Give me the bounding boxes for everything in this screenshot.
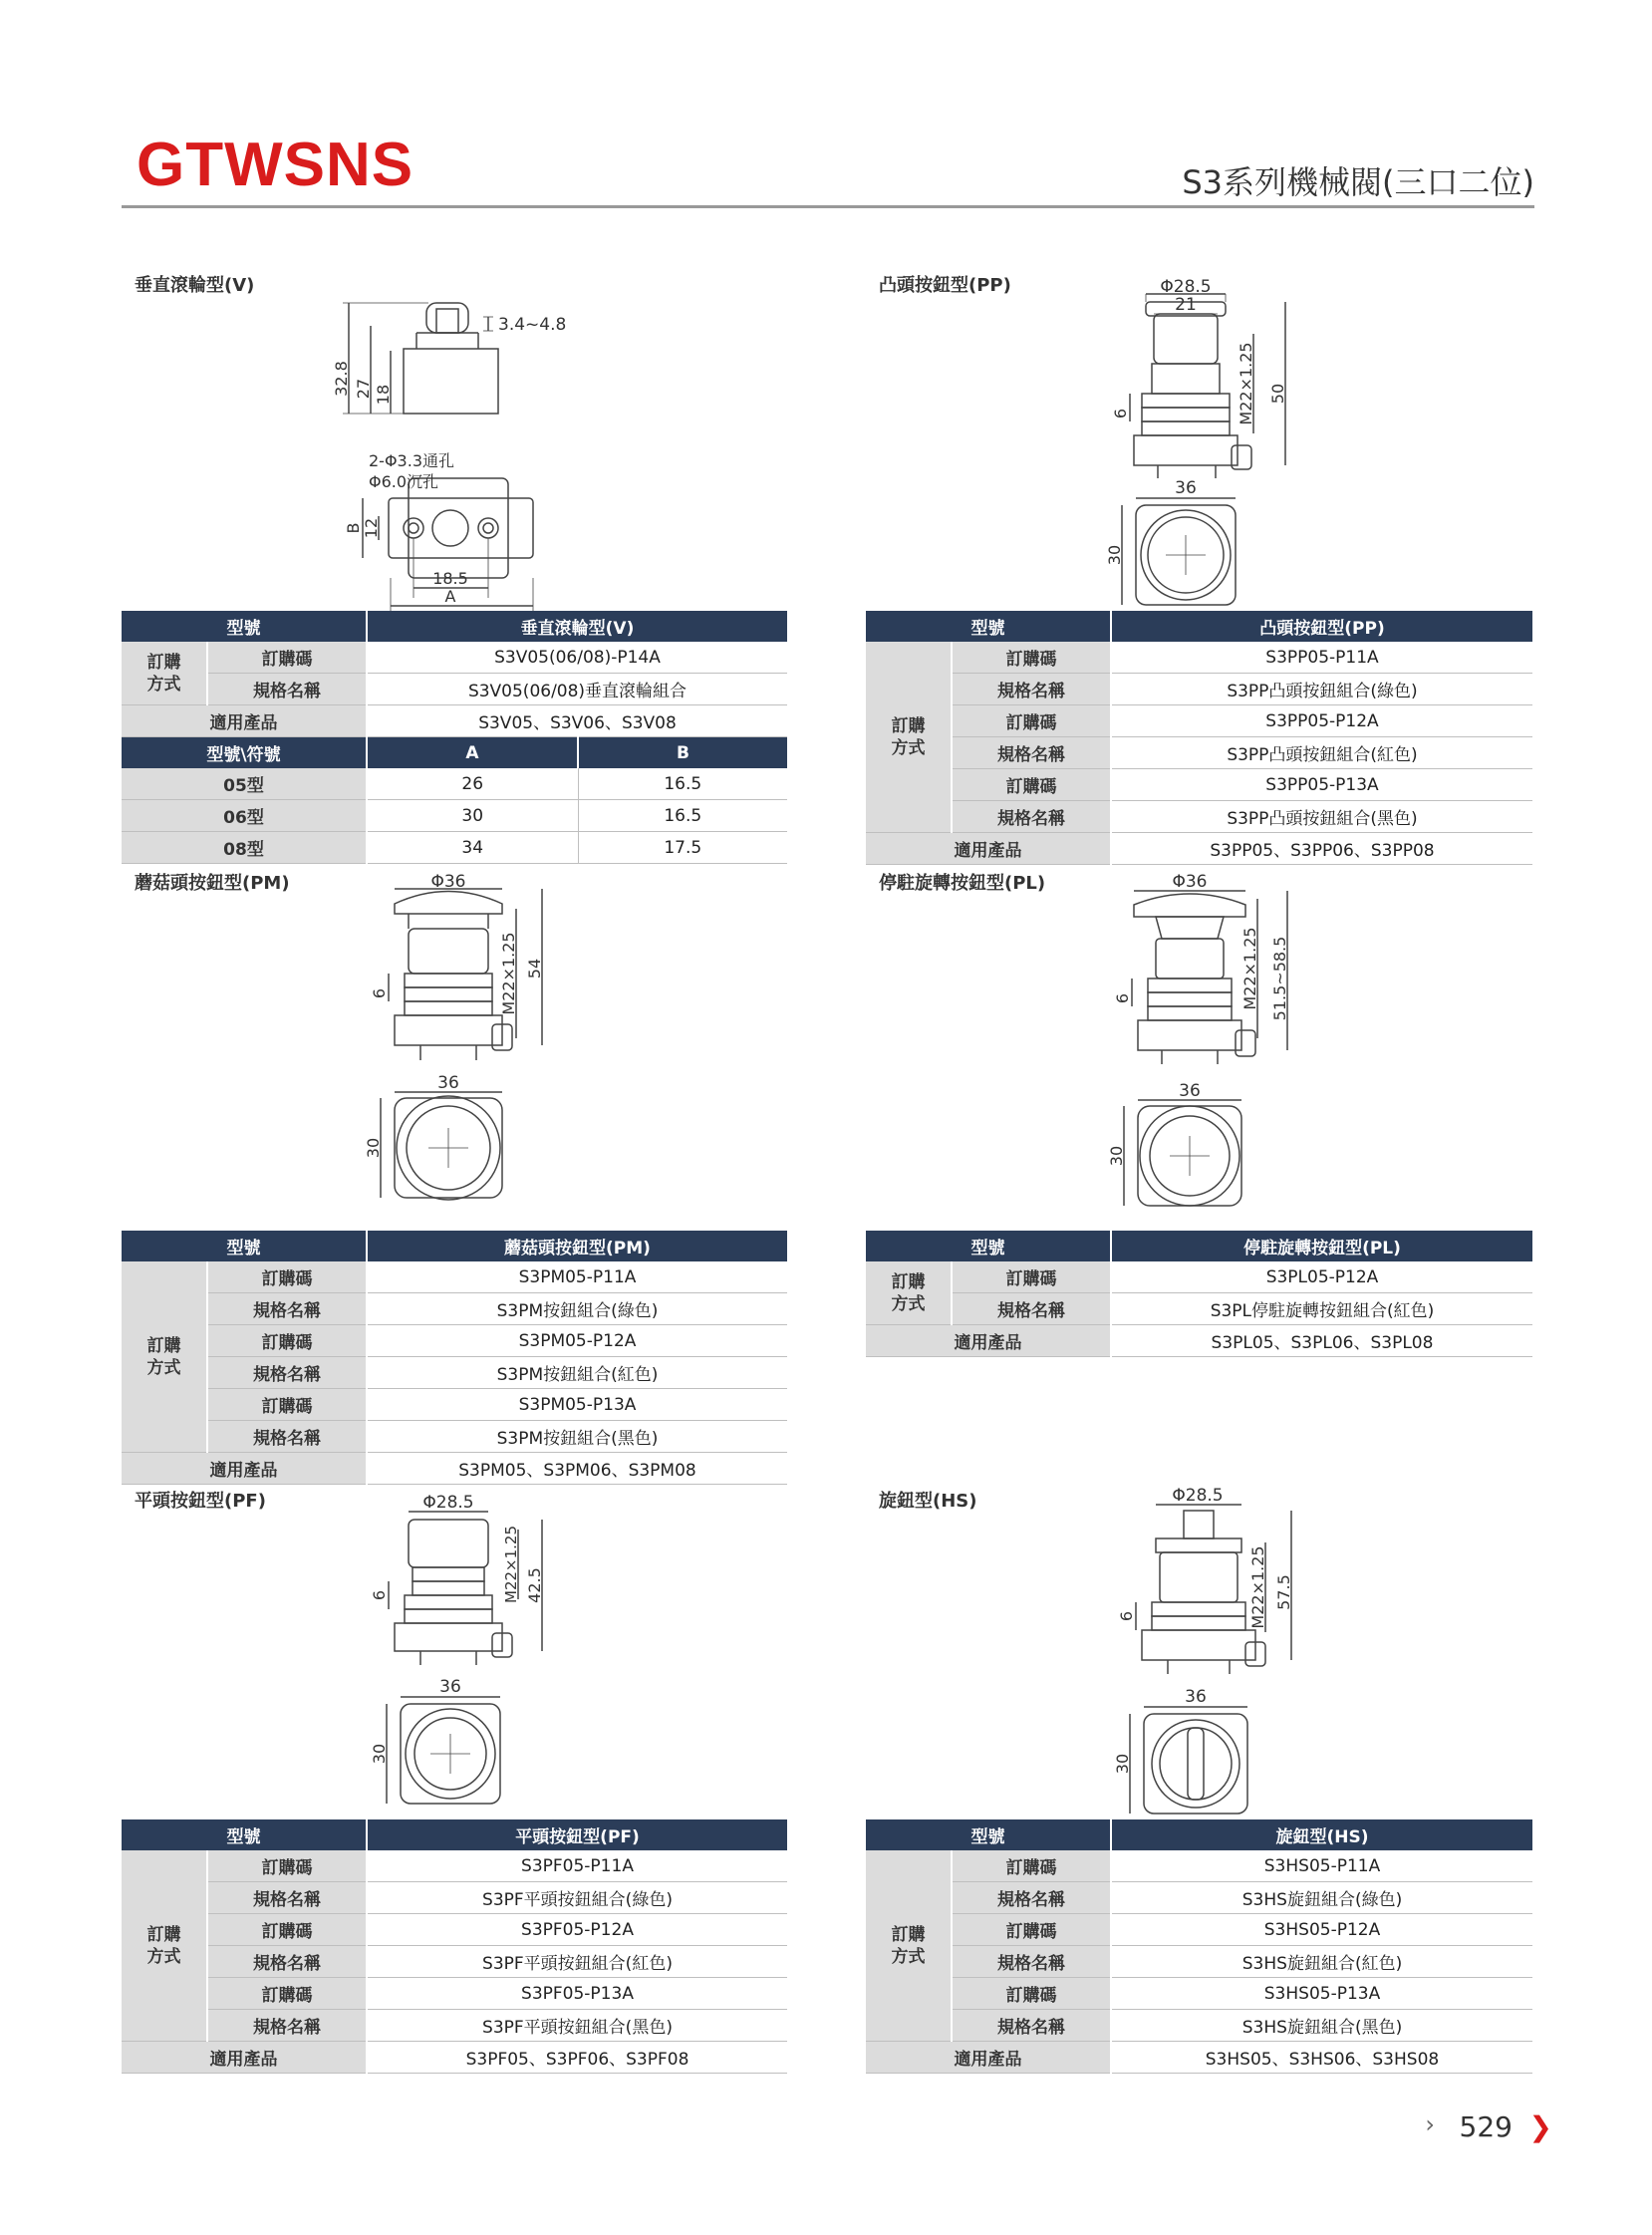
dim-pp-6: 6 xyxy=(1111,408,1130,419)
table-pl-col2: 停駐旋轉按鈕型(PL) xyxy=(1111,1231,1532,1261)
dim-pm-w: 36 xyxy=(437,1073,459,1093)
table-cell: S3PF平頭按鈕組合(黑色) xyxy=(367,2010,787,2042)
drawing-pp xyxy=(1106,274,1305,613)
table-cell: S3HS旋鈕組合(黑色) xyxy=(1111,2010,1532,2042)
table-row xyxy=(122,1293,787,1325)
dim-hs-h: 57.5 xyxy=(1274,1574,1293,1610)
table-pf-col2: 平頭按鈕型(PF) xyxy=(367,1819,787,1850)
table-v-sub-head-0: 型號\符號 xyxy=(122,737,367,769)
table-cell: 訂購碼 xyxy=(207,1389,367,1421)
table-row xyxy=(122,1453,787,1485)
table-row xyxy=(866,1978,1532,2010)
section-title-pf: 平頭按鈕型(PF) xyxy=(135,1491,266,1512)
table-row xyxy=(122,1978,787,2010)
table-cell: S3PP凸頭按鈕組合(紅色) xyxy=(1111,737,1532,769)
table-v-spec-label: 規格名稱 xyxy=(207,674,367,705)
table-row xyxy=(866,611,1532,642)
table-pp-col1: 型號 xyxy=(866,611,1111,642)
dim-pm-h: 54 xyxy=(525,958,544,979)
table-cell: 訂購碼 xyxy=(207,1850,367,1882)
prev-chevron-icon: › xyxy=(1425,2110,1435,2138)
table-row xyxy=(122,674,787,705)
table-cell: S3PF平頭按鈕組合(綠色) xyxy=(367,1882,787,1914)
table-cell: 規格名稱 xyxy=(952,1946,1111,1978)
dim-pp-30: 30 xyxy=(1105,544,1124,566)
table-row xyxy=(122,705,787,737)
table-cell: S3PP凸頭按鈕組合(綠色) xyxy=(1111,674,1532,705)
table-cell: 規格名稱 xyxy=(207,1293,367,1325)
table-row xyxy=(122,2010,787,2042)
header-rule xyxy=(122,205,1534,208)
table-cell: 規格名稱 xyxy=(952,801,1111,833)
table-pm-col1: 型號 xyxy=(122,1231,367,1261)
dim-pl-6: 6 xyxy=(1113,992,1132,1004)
table-pp-app-label: 適用產品 xyxy=(866,833,1111,865)
table-cell: 規格名稱 xyxy=(207,1357,367,1389)
table-hs xyxy=(866,1819,1532,2074)
table-v-order-label: 訂購碼 xyxy=(207,642,367,674)
table-pp xyxy=(866,611,1532,865)
table-row xyxy=(122,768,787,800)
table-pf-group: 訂購 方式 xyxy=(122,1850,207,2042)
table-cell: 規格名稱 xyxy=(952,737,1111,769)
table-hs-app-value: S3HS05、S3HS06、S3HS08 xyxy=(1111,2042,1532,2074)
table-cell: S3PP05-P12A xyxy=(1111,705,1532,737)
table-row xyxy=(866,674,1532,705)
table-cell: S3PF05-P13A xyxy=(367,1978,787,2010)
section-title-hs: 旋鈕型(HS) xyxy=(879,1491,977,1512)
dim-v-27: 27 xyxy=(354,378,373,400)
table-row xyxy=(866,1293,1532,1325)
table-pl-app-value: S3PL05、S3PL06、S3PL08 xyxy=(1111,1325,1532,1357)
drawing-pl xyxy=(1106,869,1325,1218)
table-row xyxy=(122,2042,787,2074)
dim-hs-thread: M22×1.25 xyxy=(1248,1545,1267,1629)
table-pl xyxy=(866,1231,1532,1357)
section-title-v: 垂直滾輪型(V) xyxy=(135,275,255,296)
table-pp-app-value: S3PP05、S3PP06、S3PP08 xyxy=(1111,833,1532,865)
table-hs-col1: 型號 xyxy=(866,1819,1111,1850)
table-cell: S3HS05-P11A xyxy=(1111,1850,1532,1882)
table-cell: 26 xyxy=(367,768,578,800)
table-hs-col2: 旋鈕型(HS) xyxy=(1111,1819,1532,1850)
table-row xyxy=(866,705,1532,737)
dim-pf-h: 42.5 xyxy=(525,1567,544,1603)
dim-v-12: 12 xyxy=(362,517,381,539)
page-title: S3系列機械閥(三口二位) xyxy=(1182,163,1534,201)
table-cell: S3PP05-P13A xyxy=(1111,769,1532,801)
table-cell: 訂購碼 xyxy=(952,1978,1111,2010)
table-row xyxy=(122,1882,787,1914)
table-cell: S3PF05-P11A xyxy=(367,1850,787,1882)
table-v-sub-head-2: B xyxy=(578,737,787,769)
table-cell: 訂購碼 xyxy=(207,1978,367,2010)
table-cell: S3HS旋鈕組合(綠色) xyxy=(1111,1882,1532,1914)
table-hs-app-label: 適用產品 xyxy=(866,2042,1111,2074)
table-row xyxy=(122,1819,787,1850)
table-pp-group: 訂購 方式 xyxy=(866,642,952,833)
table-cell: 規格名稱 xyxy=(952,1882,1111,1914)
table-cell: 規格名稱 xyxy=(952,674,1111,705)
brand-logo: GTWSNS xyxy=(137,131,414,199)
dim-pp-h: 50 xyxy=(1268,383,1287,405)
table-v-col2: 垂直滾輪型(V) xyxy=(367,611,787,642)
table-cell: S3PF05-P12A xyxy=(367,1914,787,1946)
table-cell: S3PM按鈕組合(綠色) xyxy=(367,1293,787,1325)
table-cell: 06型 xyxy=(122,800,367,832)
table-cell: 訂購碼 xyxy=(952,705,1111,737)
table-pl-app-label: 適用產品 xyxy=(866,1325,1111,1357)
table-row xyxy=(866,1261,1532,1293)
dim-pm-30: 30 xyxy=(364,1137,383,1159)
dim-v-hole1: 2-Φ3.3通孔 xyxy=(369,451,454,470)
table-pm-col2: 蘑菇頭按鈕型(PM) xyxy=(367,1231,787,1261)
dim-v-hole2: Φ6.0沉孔 xyxy=(369,472,439,491)
table-cell: 規格名稱 xyxy=(207,2010,367,2042)
page-number: 529 xyxy=(1459,2110,1513,2143)
table-cell: 17.5 xyxy=(578,832,787,864)
table-v-group: 訂購 方式 xyxy=(122,642,207,705)
dim-pp-thread: M22×1.25 xyxy=(1237,342,1255,425)
table-cell: 規格名稱 xyxy=(207,1421,367,1453)
table-cell: 訂購碼 xyxy=(207,1325,367,1357)
table-row xyxy=(866,833,1532,865)
table-row xyxy=(866,801,1532,833)
table-cell: 訂購碼 xyxy=(952,1850,1111,1882)
table-v-col1: 型號 xyxy=(122,611,367,642)
table-pf xyxy=(122,1819,787,2074)
table-row xyxy=(866,1819,1532,1850)
drawing-pf xyxy=(359,1490,568,1818)
table-pp-col2: 凸頭按鈕型(PP) xyxy=(1111,611,1532,642)
table-cell: S3PM05-P13A xyxy=(367,1389,787,1421)
table-pm-group: 訂購 方式 xyxy=(122,1261,207,1453)
table-row xyxy=(122,1946,787,1978)
dim-pf-w: 36 xyxy=(439,1677,461,1697)
dim-hs-phi: Φ28.5 xyxy=(1172,1486,1224,1506)
table-row xyxy=(122,642,787,674)
table-pf-app-label: 適用產品 xyxy=(122,2042,367,2074)
dim-pm-thread: M22×1.25 xyxy=(499,932,518,1015)
dim-pf-6: 6 xyxy=(370,1589,389,1601)
table-cell: S3PP凸頭按鈕組合(黑色) xyxy=(1111,801,1532,833)
table-v xyxy=(122,611,787,864)
table-row xyxy=(866,1882,1532,1914)
dim-hs-w: 36 xyxy=(1185,1687,1207,1707)
table-cell: S3PM05-P12A xyxy=(367,1325,787,1357)
table-v-order-value: S3V05(06/08)-P14A xyxy=(367,642,787,674)
table-cell: S3HS05-P12A xyxy=(1111,1914,1532,1946)
section-title-pp: 凸頭按鈕型(PP) xyxy=(879,275,1011,296)
table-hs-group: 訂購 方式 xyxy=(866,1850,952,2042)
dim-v-32-8: 32.8 xyxy=(332,361,351,397)
table-v-sub-head-1: A xyxy=(367,737,578,769)
table-pf-col1: 型號 xyxy=(122,1819,367,1850)
table-cell: 05型 xyxy=(122,768,367,800)
section-title-pl: 停駐旋轉按鈕型(PL) xyxy=(879,873,1046,894)
table-cell: S3PM按鈕組合(紅色) xyxy=(367,1357,787,1389)
table-cell: 訂購碼 xyxy=(952,642,1111,674)
table-cell: 34 xyxy=(367,832,578,864)
table-row xyxy=(122,1389,787,1421)
table-cell: S3PF平頭按鈕組合(紅色) xyxy=(367,1946,787,1978)
table-row xyxy=(866,1325,1532,1357)
dim-pl-thread: M22×1.25 xyxy=(1240,927,1259,1010)
table-row xyxy=(122,1261,787,1293)
dim-pm-6: 6 xyxy=(370,987,389,999)
table-row xyxy=(122,832,787,864)
table-row xyxy=(866,1231,1532,1261)
dim-pl-h: 51.5~58.5 xyxy=(1270,936,1289,1021)
table-pm-app-value: S3PM05、S3PM06、S3PM08 xyxy=(367,1453,787,1485)
table-cell: 訂購碼 xyxy=(207,1261,367,1293)
table-cell: 規格名稱 xyxy=(952,1293,1111,1325)
table-row xyxy=(866,2010,1532,2042)
dim-pl-30: 30 xyxy=(1107,1145,1126,1167)
table-cell: S3HS05-P13A xyxy=(1111,1978,1532,2010)
table-cell: 規格名稱 xyxy=(952,2010,1111,2042)
table-v-app-value: S3V05、S3V06、S3V08 xyxy=(367,705,787,737)
dim-pm-phi: Φ36 xyxy=(430,872,466,892)
section-title-pm: 蘑菇頭按鈕型(PM) xyxy=(135,873,290,894)
table-row xyxy=(122,1914,787,1946)
table-v-spec-value: S3V05(06/08)垂直滾輪組合 xyxy=(367,674,787,705)
dim-hs-30: 30 xyxy=(1113,1753,1132,1775)
table-cell: 規格名稱 xyxy=(207,1882,367,1914)
dim-pl-w: 36 xyxy=(1179,1081,1201,1101)
dim-pl-phi: Φ36 xyxy=(1172,872,1208,892)
dim-v-18-5: 18.5 xyxy=(432,569,468,588)
table-row xyxy=(122,800,787,832)
dim-pf-thread: M22×1.25 xyxy=(502,1526,520,1603)
drawing-v xyxy=(329,289,568,618)
table-row xyxy=(122,611,787,642)
dim-pf-phi: Φ28.5 xyxy=(422,1493,474,1513)
table-row xyxy=(866,2042,1532,2074)
table-cell: 訂購碼 xyxy=(207,1914,367,1946)
table-row xyxy=(866,1850,1532,1882)
table-row xyxy=(866,1914,1532,1946)
table-cell: 訂購碼 xyxy=(952,1261,1111,1293)
table-row xyxy=(122,737,787,769)
table-row xyxy=(122,1421,787,1453)
table-cell: S3PL停駐旋轉按鈕組合(紅色) xyxy=(1111,1293,1532,1325)
table-row xyxy=(866,1946,1532,1978)
table-row xyxy=(866,737,1532,769)
table-row xyxy=(122,1357,787,1389)
table-row xyxy=(866,642,1532,674)
table-cell: S3PM按鈕組合(黑色) xyxy=(367,1421,787,1453)
table-pl-col1: 型號 xyxy=(866,1231,1111,1261)
table-cell: 08型 xyxy=(122,832,367,864)
table-pm xyxy=(122,1231,787,1485)
table-pf-app-value: S3PF05、S3PF06、S3PF08 xyxy=(367,2042,787,2074)
table-cell: S3PP05-P11A xyxy=(1111,642,1532,674)
table-v-app-label: 適用產品 xyxy=(122,705,367,737)
table-cell: S3HS旋鈕組合(紅色) xyxy=(1111,1946,1532,1978)
table-cell: 30 xyxy=(367,800,578,832)
dim-v-b: B xyxy=(344,522,363,534)
table-cell: S3PM05-P11A xyxy=(367,1261,787,1293)
drawing-hs xyxy=(1106,1483,1315,1821)
dim-hs-6: 6 xyxy=(1117,1610,1136,1622)
table-cell: 規格名稱 xyxy=(207,1946,367,1978)
dim-v-a: A xyxy=(444,587,456,606)
table-pm-app-label: 適用產品 xyxy=(122,1453,367,1485)
next-chevron-icon: ❯ xyxy=(1528,2110,1552,2143)
dim-pp-w: 36 xyxy=(1175,478,1197,498)
table-row xyxy=(122,1325,787,1357)
dim-pp-phi: Φ28.5 xyxy=(1160,277,1212,297)
dim-v-stroke: 3.4~4.8 xyxy=(498,315,567,335)
dim-pp-21: 21 xyxy=(1175,295,1197,315)
table-cell: S3PL05-P12A xyxy=(1111,1261,1532,1293)
drawing-pm xyxy=(359,869,568,1218)
dim-v-18: 18 xyxy=(374,384,393,406)
table-cell: 訂購碼 xyxy=(952,1914,1111,1946)
table-row xyxy=(122,1231,787,1261)
table-pl-group: 訂購 方式 xyxy=(866,1261,952,1325)
dim-pf-30: 30 xyxy=(370,1743,389,1765)
table-cell: 16.5 xyxy=(578,800,787,832)
table-cell: 訂購碼 xyxy=(952,769,1111,801)
table-row xyxy=(122,1850,787,1882)
table-row xyxy=(866,769,1532,801)
table-cell: 16.5 xyxy=(578,768,787,800)
